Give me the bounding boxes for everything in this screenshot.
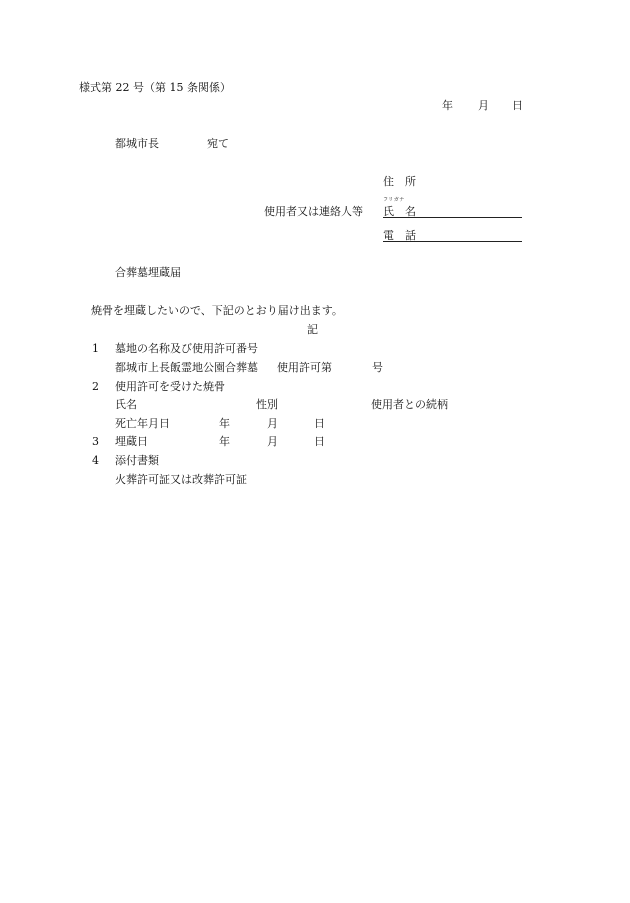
name-underline bbox=[383, 217, 522, 218]
applicant-role-label: 使用者又は連絡人等 bbox=[264, 205, 363, 218]
item3-day-label: 日 bbox=[314, 435, 325, 448]
item4-title: 添付書類 bbox=[115, 454, 159, 467]
item3-number: 3 bbox=[92, 435, 99, 448]
form-number: 様式第 22 号（第 15 条関係） bbox=[79, 81, 231, 94]
name-label: 氏 名 bbox=[383, 205, 416, 218]
ki-label: 記 bbox=[307, 323, 318, 336]
item3-title: 埋蔵日 bbox=[115, 435, 148, 448]
item2-death-date-label: 死亡年月日 bbox=[115, 417, 170, 430]
item4-number: 4 bbox=[92, 454, 99, 467]
item2-relation-label: 使用者との続柄 bbox=[371, 398, 448, 411]
item1-permit-label: 使用許可第 bbox=[277, 361, 332, 374]
item1-permit-suffix: 号 bbox=[372, 361, 383, 374]
furigana-label: フリガナ bbox=[383, 197, 405, 203]
item1-number: 1 bbox=[92, 342, 99, 355]
item2-year-label: 年 bbox=[219, 417, 230, 430]
addressee-name: 都城市長 bbox=[115, 137, 159, 150]
item3-month-label: 月 bbox=[267, 435, 278, 448]
date-month-label: 月 bbox=[478, 99, 489, 112]
addressee-suffix: 宛て bbox=[207, 137, 229, 150]
item2-number: 2 bbox=[92, 380, 99, 393]
item1-cemetery: 都城市上長飯霊地公園合葬墓 bbox=[115, 361, 258, 374]
item2-title: 使用許可を受けた焼骨 bbox=[115, 380, 225, 393]
item2-day-label: 日 bbox=[314, 417, 325, 430]
date-day-label: 日 bbox=[512, 99, 523, 112]
intro-text: 焼骨を埋蔵したいので、下記のとおり届け出ます。 bbox=[91, 304, 343, 317]
item4-document: 火葬許可証又は改葬許可証 bbox=[115, 473, 247, 486]
address-label: 住 所 bbox=[383, 175, 416, 188]
document-title: 合葬墓埋蔵届 bbox=[115, 266, 181, 279]
phone-label: 電 話 bbox=[383, 229, 416, 242]
item2-month-label: 月 bbox=[267, 417, 278, 430]
phone-underline bbox=[383, 241, 522, 242]
item2-name-label: 氏名 bbox=[115, 398, 137, 411]
item1-title: 墓地の名称及び使用許可番号 bbox=[115, 342, 258, 355]
date-year-label: 年 bbox=[442, 99, 453, 112]
item3-year-label: 年 bbox=[219, 435, 230, 448]
item2-sex-label: 性別 bbox=[256, 398, 278, 411]
